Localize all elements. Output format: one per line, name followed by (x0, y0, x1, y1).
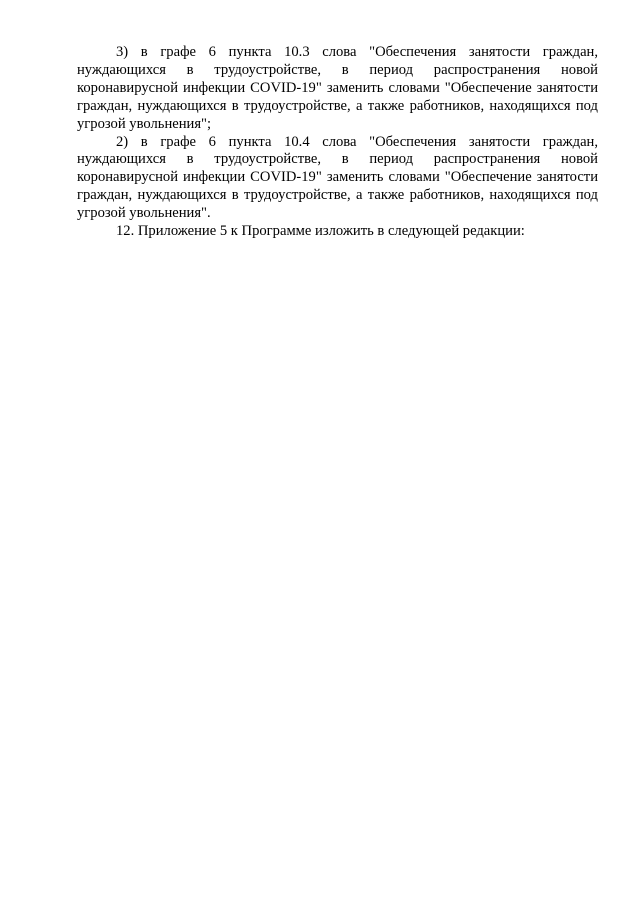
paragraph-item-3: 3) в графе 6 пункта 10.3 слова "Обеспечения занятости граждан, нуждающихся в трудоустройстве, в период распространения новой коронавирусной инфекции COVID-19" заменить словами "Обеспечение занятости граждан, нуждающихся в трудоустройстве, а также работников, находящихся под угрозой увольнения"; (77, 44, 598, 132)
paragraph-item-12: 12. Приложение 5 к Программе изложить в следующей редакции: (116, 223, 525, 240)
paragraph-item-2: 2) в графе 6 пункта 10.4 слова "Обеспечения занятости граждан, нуждающихся в трудоустройстве, в период распространения новой коронавирусной инфекции COVID-19" заменить словами "Обеспечение занятости граждан, нуждающихся в трудоустройстве, а также работников, находящихся под угрозой увольнения". (77, 133, 598, 222)
document-body (77, 44, 598, 241)
